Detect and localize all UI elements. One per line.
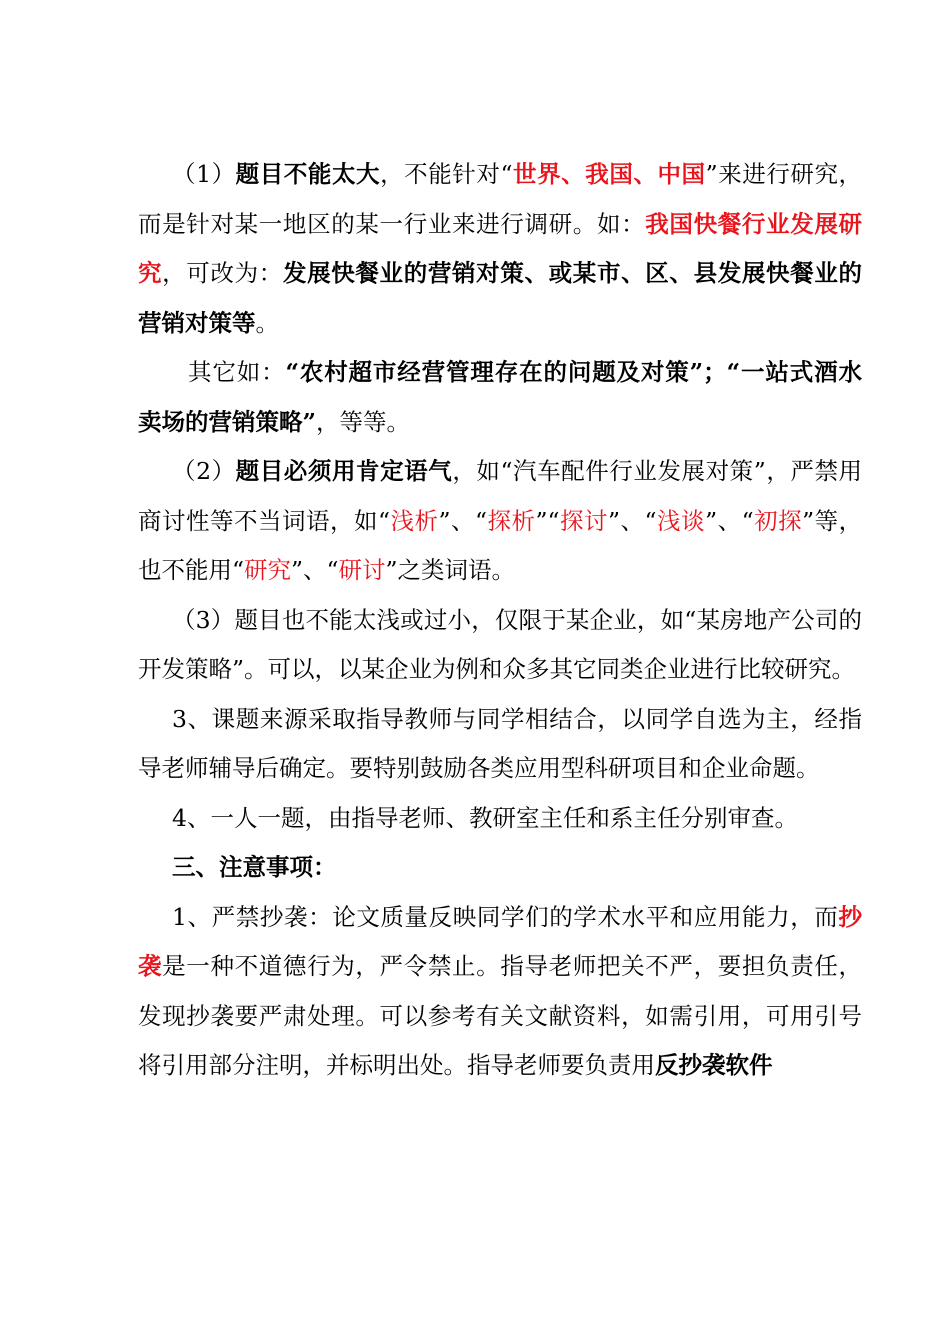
text-run: ”等，也不能用“	[138, 506, 863, 584]
text-run: ，可改为：	[162, 259, 283, 287]
text-run: （2）	[172, 457, 236, 485]
paragraph-2	[138, 348, 862, 447]
paragraph-7	[138, 843, 862, 893]
text-run: ，不能针对“	[380, 160, 513, 188]
text-run: ”、“	[438, 506, 487, 535]
text-run: 。	[255, 308, 279, 337]
text-run: ”来进行研究，而是针对某一地区的某一行业来进行调研。如：	[138, 160, 863, 238]
paragraph-8	[138, 893, 862, 1091]
text-run: ”、“	[705, 506, 754, 535]
text-run: （1）	[172, 160, 236, 188]
text-run: 我国快餐行业发展研究	[138, 209, 863, 287]
paragraph-4	[138, 596, 862, 695]
text-run: ”“	[535, 506, 560, 535]
text-run: 发展快餐业的营销对策、或某市、区、县发展快餐业的营销对策等	[138, 259, 863, 337]
text-run: 1、严禁抄袭：论文质量反映同学们的学术水平和应用能力，而	[172, 902, 839, 931]
text-run: 3、课题来源采取指导教师与同学相结合，以同学自选为主，经指导老师辅导后确定。要特别鼓励各类应用型科研项目和企业命题。	[138, 704, 862, 782]
text-run: 世界、我国、中国	[512, 160, 706, 188]
text-run: 研究	[244, 556, 292, 584]
paragraph-6	[138, 794, 862, 844]
text-run: 题目不能太大	[235, 160, 381, 188]
text-run: （3）题目也不能太浅或过小，仅限于某企业，如“某房地产公司的开发策略”。可以，以某企业为例和众多其它同类企业进行比较研究。	[138, 605, 862, 683]
text-run: 浅谈	[656, 506, 706, 535]
text-run: 其它如：	[188, 358, 286, 386]
text-run: 抄袭	[138, 902, 862, 980]
text-run: 三、注意事项：	[172, 853, 337, 881]
text-run: 反抄袭软件	[655, 1051, 773, 1079]
text-run: 4、一人一题，由指导老师、教研室主任和系主任分别审查。	[172, 803, 798, 832]
paragraph-1	[138, 150, 862, 348]
text-run: 初探	[753, 506, 803, 535]
paragraph-3	[138, 447, 862, 596]
paragraph-5	[138, 695, 862, 794]
text-run: 探讨	[559, 506, 609, 535]
text-run: ，等等。	[316, 407, 411, 436]
text-run: ”、“	[608, 506, 657, 535]
text-run: 是一种不道德行为，严令禁止。指导老师把关不严，要担负责任，发现抄袭要严肃处理。可以参考有关文献资料，如需引用，可用引号将引用部分注明，并标明出处。指导老师要负责用	[138, 952, 863, 1079]
text-run: 研讨	[338, 556, 386, 584]
text-run: ，如“汽车配件行业发展对策”，严禁用商讨性等不当词语，如“	[138, 457, 863, 535]
text-run: 题目必须用肯定语气	[235, 457, 453, 485]
text-run: ”之类词语。	[385, 556, 516, 584]
text-run: ”、“	[291, 556, 339, 584]
text-run: 探析	[487, 506, 536, 535]
text-run: “农村超市经营管理存在的问题及对策”；“一站式酒水卖场的营销策略”	[138, 358, 862, 436]
text-run: 浅析	[389, 506, 439, 535]
